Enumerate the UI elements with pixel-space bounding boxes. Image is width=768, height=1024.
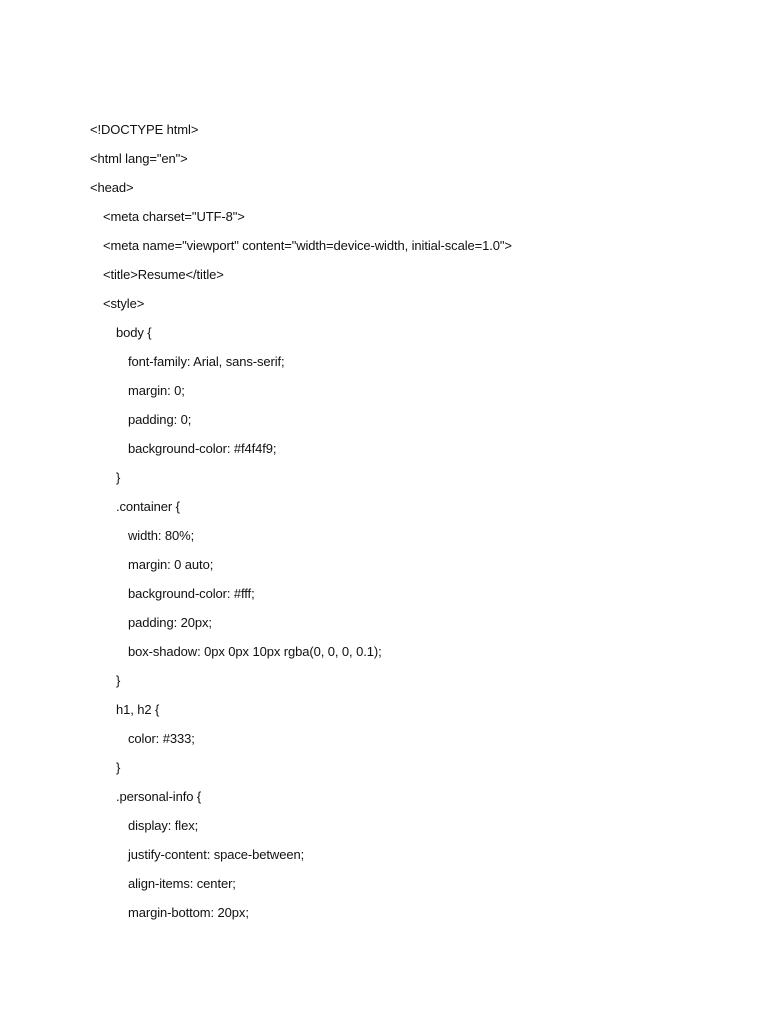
code-line: } (116, 760, 121, 775)
code-line: .container { (116, 499, 180, 514)
code-line: h1, h2 { (116, 702, 160, 717)
code-line: <title>Resume</title> (103, 267, 224, 282)
code-line: } (116, 673, 121, 688)
code-line: background-color: #f4f4f9; (128, 441, 277, 456)
code-line: body { (116, 325, 152, 340)
code-listing (90, 118, 730, 930)
code-line: padding: 0; (128, 412, 192, 427)
code-line: width: 80%; (128, 528, 195, 543)
code-line: justify-content: space-between; (128, 847, 305, 862)
code-line: <meta name="viewport" content="width=device-width, initial-scale=1.0"> (103, 238, 512, 253)
code-line: color: #333; (128, 731, 195, 746)
code-line: font-family: Arial, sans-serif; (128, 354, 285, 369)
code-line: margin-bottom: 20px; (128, 905, 249, 920)
code-line: <style> (103, 296, 145, 311)
code-line: <meta charset="UTF-8"> (103, 209, 245, 224)
code-line: display: flex; (128, 818, 199, 833)
code-line: padding: 20px; (128, 615, 212, 630)
code-line: <html lang="en"> (90, 151, 188, 166)
code-line: } (116, 470, 121, 485)
code-line: margin: 0 auto; (128, 557, 214, 572)
code-line: background-color: #fff; (128, 586, 255, 601)
code-line: <!DOCTYPE html> (90, 122, 199, 137)
code-line: margin: 0; (128, 383, 185, 398)
code-line: box-shadow: 0px 0px 10px rgba(0, 0, 0, 0.1); (128, 644, 382, 659)
code-line: <head> (90, 180, 134, 195)
code-line: align-items: center; (128, 876, 236, 891)
code-line: .personal-info { (116, 789, 202, 804)
